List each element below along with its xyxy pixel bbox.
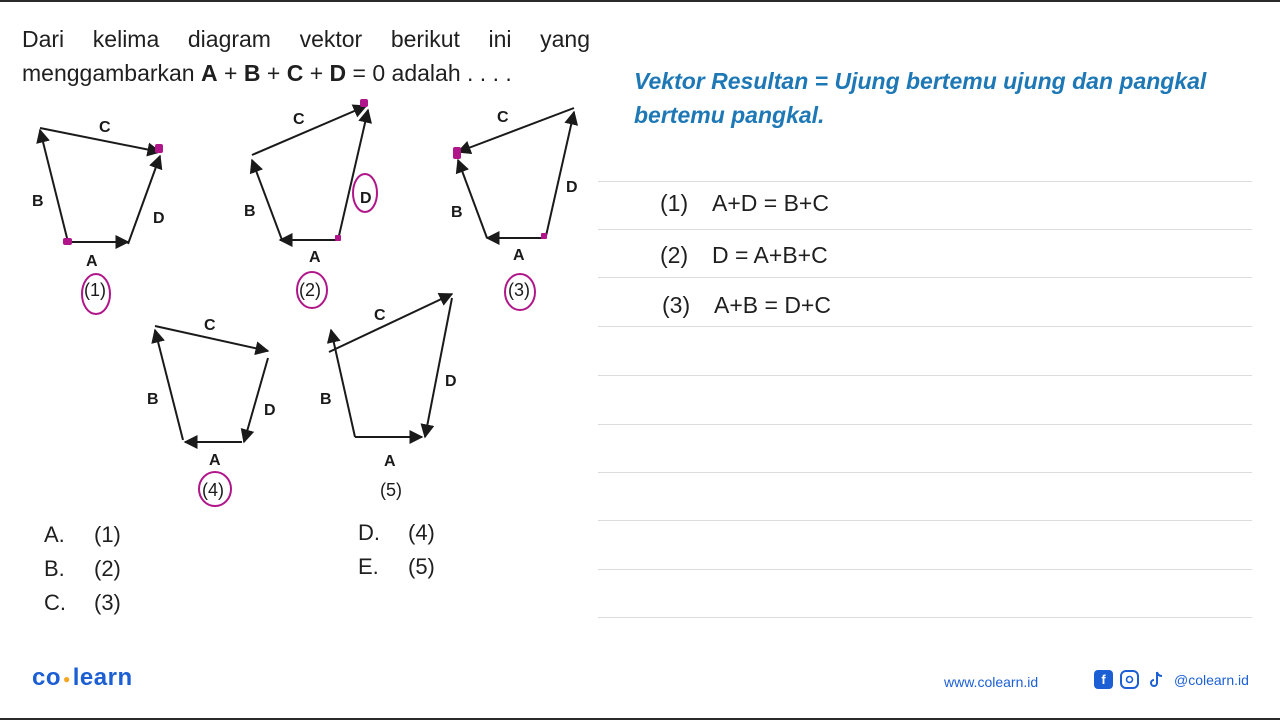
d3-label-b: B [451,204,463,221]
plus-sign: + [260,60,287,86]
equation-number: (1) [660,190,689,216]
d4-label-c: C [204,317,216,334]
d4-label-b: B [147,391,159,408]
d2-vector-c [252,106,366,155]
d1-vector-b [40,130,68,242]
d2-number: (2) [299,280,321,300]
tiktok-icon[interactable] [1146,670,1165,689]
vector-c-symbol: C [286,60,304,86]
d1-label-c: C [99,119,111,136]
d3-vector-c [458,108,574,152]
question-line-1: Dari kelima diagram vektor berikut ini yang [22,26,590,52]
option-value: (1) [94,522,121,547]
option-b[interactable] [44,556,121,582]
d4-label-a: A [209,452,221,469]
d4-vector-d [244,358,268,442]
ruled-line [598,229,1252,230]
annotation-dot [453,147,461,159]
option-letter: D. [358,520,380,545]
equation-text: A+D = B+C [712,190,829,216]
equation-text: A+B = D+C [714,292,831,318]
vector-diagrams-svg [0,0,600,520]
annotation-dot [541,233,547,239]
option-letter: C. [44,590,66,615]
option-a[interactable] [44,522,121,548]
ruled-line [598,569,1252,570]
d4-vector-b [155,330,183,440]
d3-vector-d [546,112,574,236]
d5-label-a: A [384,453,396,470]
d4-label-d: D [264,402,276,419]
d5-vector-d [425,298,452,437]
d5-label-c: C [374,307,386,324]
plus-sign: + [217,60,244,86]
option-c[interactable] [44,590,121,616]
social-links [1094,670,1249,689]
equation-number: (3) [662,292,691,318]
equation-1 [660,190,829,217]
d1-label-d: D [153,210,165,227]
equation-text: D = A+B+C [712,242,828,268]
d3-vector-b [458,160,487,238]
d5-vector-c [329,294,452,352]
equation-number: (2) [660,242,689,268]
annotation-dot [63,238,72,245]
logo-part: learn [72,664,133,691]
colearn-logo[interactable] [32,664,133,692]
ruled-line [598,277,1252,278]
logo-part: co [32,664,62,691]
ruled-line [598,472,1252,473]
option-value: (4) [408,520,435,545]
d5-number: (5) [380,480,402,500]
annotation-dot [155,144,163,153]
ruled-line [598,181,1252,182]
question-prefix: menggambarkan [22,60,201,86]
d2-label-a: A [309,249,321,266]
d2-label-c: C [293,111,305,128]
annotation-dot [335,235,341,241]
equation-3 [662,292,831,319]
d2-label-d: D [360,190,372,207]
website-link[interactable]: www.colearn.id [944,674,1039,690]
option-letter: E. [358,554,379,579]
option-letter: A. [44,522,65,547]
d1-label-a: A [86,253,98,270]
d2-vector-b [252,160,282,240]
d3-number: (3) [508,280,530,300]
d1-number: (1) [84,280,106,300]
question-suffix: = 0 adalah . . . . [346,60,512,86]
option-value: (5) [408,554,435,579]
d2-label-b: B [244,203,256,220]
vector-diagrams [0,0,600,520]
social-handle[interactable]: @colearn.id [1174,671,1249,688]
vector-a-symbol: A [201,60,218,86]
d1-label-b: B [32,193,44,210]
d5-label-d: D [445,373,457,390]
d4-number: (4) [202,480,224,500]
resultant-vector-note: Vektor Resultan = Ujung bertemu ujung dan pangkal bertemu pangkal. [634,68,1207,128]
option-e[interactable] [358,554,435,580]
d3-label-d: D [566,179,578,196]
facebook-icon[interactable]: f [1094,670,1113,689]
annotation-dot [360,99,368,107]
d1-vector-d [128,156,160,244]
option-value: (3) [94,590,121,615]
option-d[interactable] [358,520,435,546]
plus-sign: + [303,60,330,86]
instagram-icon[interactable] [1120,670,1139,689]
vector-b-symbol: B [243,60,261,86]
ruled-line [598,424,1252,425]
d3-label-a: A [513,247,525,264]
option-value: (2) [94,556,121,581]
option-letter: B. [44,556,65,581]
ruled-line [598,375,1252,376]
d3-label-c: C [497,109,509,126]
vector-d-symbol: D [329,60,347,86]
logo-dot-icon: ● [63,671,71,686]
ruled-line [598,326,1252,327]
d5-label-b: B [320,391,332,408]
ruled-line [598,617,1252,618]
ruled-line [598,520,1252,521]
equation-2 [660,242,828,269]
